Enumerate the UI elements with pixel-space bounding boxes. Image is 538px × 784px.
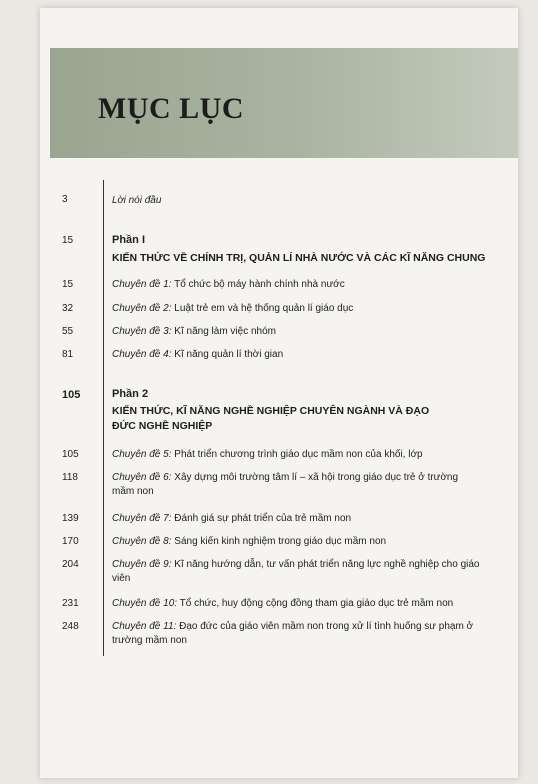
toc-part-1 <box>112 233 492 266</box>
toc-entry <box>112 448 492 462</box>
toc-entry-label: Chuyên đề 5: <box>112 449 172 460</box>
toc-page-number: 32 <box>62 303 74 314</box>
toc-page-number: 204 <box>62 559 79 570</box>
toc-entry <box>112 620 482 648</box>
toc-entry-text: Phát triển chương trình giáo dục mầm non của khối, lớp <box>174 449 423 460</box>
toc-part-2 <box>112 387 492 434</box>
toc-entry <box>112 302 492 316</box>
toc-entry <box>112 597 492 611</box>
toc-page-number: 118 <box>62 472 78 483</box>
toc-entry-label: Chuyên đề 11: <box>112 621 177 632</box>
toc-entry <box>112 558 482 586</box>
toc-entry-label: Chuyên đề 6: <box>112 472 172 483</box>
toc-divider-line <box>103 180 104 656</box>
toc-entry-text: Xây dựng môi trường tâm lí – xã hội trong giáo dục trẻ ở trường mầm non <box>112 472 459 497</box>
toc-entry <box>112 535 492 549</box>
toc-entry-text: Đạo đức của giáo viên mầm non trong xử lí tình huống sư phạm ở trường mầm non <box>112 621 474 646</box>
part-heading: KIẾN THỨC, KĨ NĂNG NGHỀ NGHIỆP CHUYÊN NGÀNH VÀ ĐẠO ĐỨC NGHỀ NGHIỆP <box>112 405 430 432</box>
toc-entry <box>112 278 492 292</box>
toc-entry-label: Chuyên đề 4: <box>112 349 172 360</box>
toc-entry-text: Tổ chức bộ máy hành chính nhà nước <box>174 279 345 290</box>
toc-entry <box>112 471 482 499</box>
toc-entry-text: Lời nói đầu <box>112 195 162 206</box>
toc-entry-label: Chuyên đề 3: <box>112 326 172 337</box>
toc-entry-label: Chuyên đề 10: <box>112 598 178 609</box>
toc-page-number: 81 <box>62 349 74 360</box>
toc-page-number: 105 <box>62 449 79 460</box>
toc-entry-label: Chuyên đề 7: <box>112 513 172 524</box>
toc-entry-text: Kĩ năng làm việc nhóm <box>174 326 276 337</box>
toc-entry-text: Sáng kiến kinh nghiệm trong giáo dục mầm non <box>174 536 387 547</box>
toc-entry <box>112 512 492 526</box>
toc-page-number: 55 <box>62 326 74 337</box>
toc-entry-label: Chuyên đề 9: <box>112 559 172 570</box>
toc-page-number: 15 <box>62 279 74 290</box>
toc-page-number: 248 <box>62 621 79 632</box>
toc-entry-label: Chuyên đề 1: <box>112 279 172 290</box>
toc-page-number: 231 <box>62 598 79 609</box>
toc-entry-text: Kĩ năng quản lí thời gian <box>174 349 284 360</box>
part-label: Phần 2 <box>112 388 149 400</box>
toc-entry-text: Kĩ năng hướng dẫn, tư vấn phát triển năng lực nghề nghiệp cho giáo viên <box>112 559 480 584</box>
toc-entry <box>112 325 492 339</box>
part-heading: KIẾN THỨC VỀ CHÍNH TRỊ, QUẢN LÍ NHÀ NƯỚC VÀ CÁC KĨ NĂNG CHUNG <box>112 252 486 264</box>
toc-entry-foreword <box>112 194 492 208</box>
toc-entry-text: Tổ chức, huy động cộng đồng tham gia giáo dục trẻ mầm non <box>179 598 454 609</box>
toc-entry-label: Chuyên đề 2: <box>112 303 172 314</box>
toc-page-number: 15 <box>62 235 74 246</box>
toc-page-number: 170 <box>62 536 79 547</box>
toc-page-number: 105 <box>62 389 81 401</box>
toc-entry-text: Đánh giá sự phát triển của trẻ mầm non <box>174 513 352 524</box>
toc-entry-text: Luật trẻ em và hệ thống quản lí giáo dục <box>174 303 354 314</box>
toc-page-number: 139 <box>62 513 79 524</box>
toc-page-number: 3 <box>62 194 68 205</box>
part-label: Phần I <box>112 234 146 246</box>
page-title: MỤC LỤC <box>98 92 244 125</box>
toc-entry-label: Chuyên đề 8: <box>112 536 172 547</box>
toc-entry <box>112 348 492 362</box>
